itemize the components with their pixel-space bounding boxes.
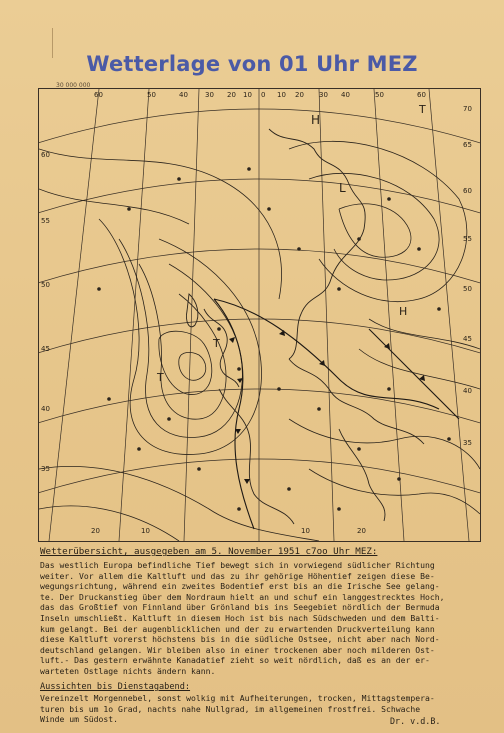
lon-label: 40: [341, 91, 350, 99]
report-line: wegungsrichtung, während ein zweites Bodentief erst bis an die Irische See gelang-: [40, 581, 440, 592]
lon-label: 60: [417, 91, 426, 99]
pressure-center-label: T: [419, 103, 426, 116]
report-line: kum gelangt. Bei der augenblicklichen und der zu erwartenden Druckverteilung kann: [40, 623, 435, 634]
isobars: [39, 141, 480, 541]
coastlines: [186, 129, 424, 524]
report-line: weiter. Vor allem die Kaltluft und das zu ihr gehörige Höhentief zeigen diese Be-: [40, 570, 435, 581]
lon-label: 30: [319, 91, 328, 99]
signature: Dr. v.d.B.: [390, 716, 441, 726]
outlook-line: Winde um Südost.: [40, 714, 118, 725]
lat-label: 55: [463, 235, 472, 243]
lat-label: 60: [41, 151, 50, 159]
lat-label: 55: [41, 217, 50, 225]
pressure-center-label: L: [339, 181, 346, 195]
report-line: warteten Ostlage nichts ändern kann.: [40, 665, 216, 676]
lat-label: 50: [41, 281, 50, 289]
lon-label: 30: [205, 91, 214, 99]
report-line: te. Der Druckanstieg über dem Nordraum hielt an und schuf ein langgestrecktes Hoch,: [40, 591, 445, 602]
weather-map: [38, 88, 481, 542]
report-text: [40, 560, 480, 677]
report-line: das das Großtief von Finnland über Grönland bis ins Seegebiet nördlich der Bermuda: [40, 602, 440, 613]
report-line: Inseln umschließt. Kaltluft in diesem Hoch ist bis nach Südschweden und dem Balti-: [40, 612, 440, 623]
lat-label: 45: [463, 335, 472, 343]
report-line: Das westlich Europa befindliche Tief bewegt sich in vorwiegend südlicher Richtung: [40, 560, 435, 570]
lat-label: 45: [41, 345, 50, 353]
lon-label: 10: [301, 527, 310, 535]
lat-label: 70: [463, 105, 472, 113]
graticule: [39, 89, 480, 541]
lon-label: 10: [141, 527, 150, 535]
outlook-line: Vereinzelt Morgennebel, sonst wolkig mit Aufheiterungen, trocken, Mittagstempera-: [40, 693, 435, 703]
report-line: deutschland gelangen. Wir bleiben also in einer trockenen aber noch milderen Ost-: [40, 644, 435, 655]
lat-label: 65: [463, 141, 472, 149]
lat-label: 50: [463, 285, 472, 293]
lon-label: 10: [277, 91, 286, 99]
lon-label: 0: [261, 91, 266, 99]
outlook-line: turen bis um 1o Grad, nachts nahe Nullgrad, im allgemeinen frostfrei. Schwache: [40, 703, 421, 714]
lat-label: 40: [41, 405, 50, 413]
lat-label: 60: [463, 187, 472, 195]
front-symbols: [229, 330, 425, 484]
pressure-center-label: H: [311, 113, 321, 127]
fronts: [214, 299, 459, 529]
report-line: diese Kaltluft vorerst höchstens bis in die südliche Ostsee, nicht aber nach Nord-: [40, 634, 440, 645]
weather-map-drawing: [39, 89, 480, 541]
lon-label: 20: [357, 527, 366, 535]
page-title: Wetterlage von 01 Uhr MEZ: [86, 52, 418, 76]
lon-label: 50: [375, 91, 384, 99]
report-line: luft.- Das gestern erwähnte Kanadatief zieht so weit nördlich, daß es an der er-: [40, 655, 430, 666]
lon-label: 20: [91, 527, 100, 535]
lat-label: 40: [463, 387, 472, 395]
lat-label: 35: [41, 465, 50, 473]
report-heading: Wetterübersicht, ausgegeben am 5. November 1951 c7oo Uhr MEZ:: [40, 546, 378, 557]
lon-label: 20: [295, 91, 304, 99]
map-scale-label: 30 000 000: [56, 82, 91, 89]
lon-label: 50: [147, 91, 156, 99]
pressure-center-label: T: [213, 337, 220, 350]
lon-label: 60: [94, 91, 103, 99]
outlook-heading: Aussichten bis Dienstagabend:: [40, 682, 191, 692]
pressure-center-label: T: [157, 371, 164, 384]
lon-label: 10: [243, 91, 252, 99]
lat-label: 35: [463, 439, 472, 447]
lon-label: 40: [179, 91, 188, 99]
pressure-center-label: H: [399, 305, 408, 318]
lon-label: 20: [227, 91, 236, 99]
